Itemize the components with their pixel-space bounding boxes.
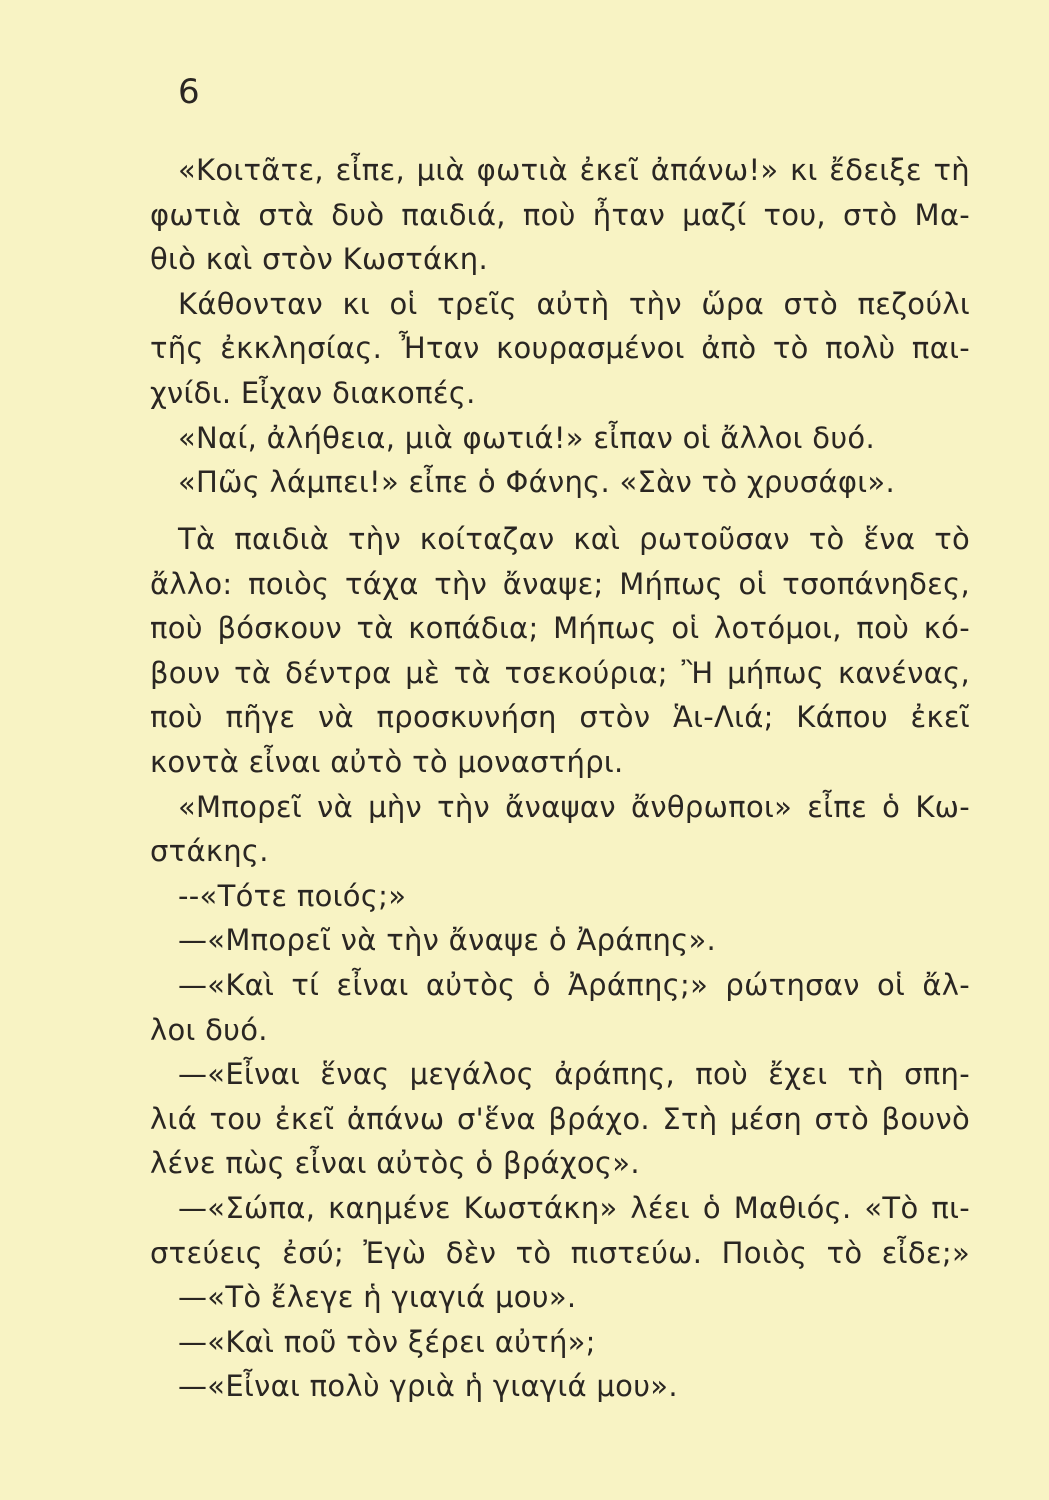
text-line: --«Τότε ποιός;» (178, 878, 407, 913)
text-line: χνίδι. Εἶχαν διακοπές. (150, 375, 476, 410)
text-line: λοι δυό. (150, 1012, 268, 1047)
text-line: ἄλλο: ποιὸς τάχα τὴν ἄναψε; Μήπως οἱ τσοπάνηδες, (150, 566, 970, 601)
text-line: τῆς ἐκκλησίας. Ἦταν κουρασμένοι ἀπὸ τὸ πολὺ παι- (150, 331, 970, 366)
text-line: —«Μπορεῖ νὰ τὴν ἄναψε ὁ Ἀράπης». (178, 923, 717, 958)
page-number: 6 (178, 72, 200, 112)
text-line: «Κοιτᾶτε, εἶπε, μιὰ φωτιὰ ἐκεῖ ἀπάνω!» κι ἔδειξε τὴ (178, 153, 970, 187)
paragraph-1 (150, 148, 970, 505)
text-line: λιά του ἐκεῖ ἀπάνω σ'ἕνα βράχο. Στὴ μέση στὸ βουνὸ (150, 1101, 970, 1136)
text-line: θιὸ καὶ στὸν Κωστάκη. (150, 242, 489, 277)
text-line: —«Εἶναι ἕνας μεγάλος ἀράπης, ποὺ ἔχει τὴ σπη- (178, 1057, 970, 1092)
text-line: —«Σώπα, καημένε Κωστάκη» λέει ὁ Μαθιός. «Τὸ πι- (178, 1190, 970, 1225)
text-line: —«Καὶ ποῦ τὸν ξέρει αὐτή»; (178, 1324, 596, 1359)
text-line: —«Εἶναι πολὺ γριὰ ἡ γιαγιά μου». (178, 1369, 678, 1404)
text-line: —«Καὶ τί εἶναι αὐτὸς ὁ Ἀράπης;» ρώτησαν οἱ ἄλ- (178, 967, 970, 1002)
text-line: στεύεις ἐσύ; Ἐγὼ δὲν τὸ πιστεύω. Ποιὸς τὸ εἶδε;» (150, 1235, 970, 1270)
text-line: κοντὰ εἶναι αὐτὸ τὸ μοναστήρι. (150, 744, 624, 779)
text-line: —«Τὸ ἔλεγε ἡ γιαγιά μου». (178, 1280, 577, 1315)
text-line: Τὰ παιδιὰ τὴν κοίταζαν καὶ ρωτοῦσαν τὸ ἕνα τὸ (178, 522, 970, 556)
text-line: λένε πὼς εἶναι αὐτὸς ὁ βράχος». (150, 1146, 640, 1181)
text-line: Κάθονταν κι οἱ τρεῖς αὐτὴ τὴν ὥρα στὸ πεζούλι (178, 286, 970, 321)
text-line: βουν τὰ δέντρα μὲ τὰ τσεκούρια; Ἢ μήπως κανένας, (150, 655, 970, 690)
text-line: «Ναί, ἀλήθεια, μιὰ φωτιά!» εἶπαν οἱ ἄλλοι δυό. (178, 420, 875, 455)
text-line: φωτιὰ στὰ δυὸ παιδιά, ποὺ ἦταν μαζί του, στὸ Μα- (150, 197, 970, 232)
text-line: ποὺ πῆγε νὰ προσκυνήση στὸν Ἁι-Λιά; Κάπου ἐκεῖ (150, 700, 970, 735)
text-line: «Μπορεῖ νὰ μὴν τὴν ἄναψαν ἄνθρωποι» εἶπε ὁ Κω- (178, 789, 970, 824)
text-line: στάκης. (150, 834, 269, 869)
text-line: «Πῶς λάμπει!» εἶπε ὁ Φάνης. «Σὰν τὸ χρυσάφι». (178, 465, 895, 500)
paragraph-2 (150, 517, 970, 1409)
text-line: ποὺ βόσκουν τὰ κοπάδια; Μήπως οἱ λοτόμοι, ποὺ κό- (150, 611, 970, 646)
